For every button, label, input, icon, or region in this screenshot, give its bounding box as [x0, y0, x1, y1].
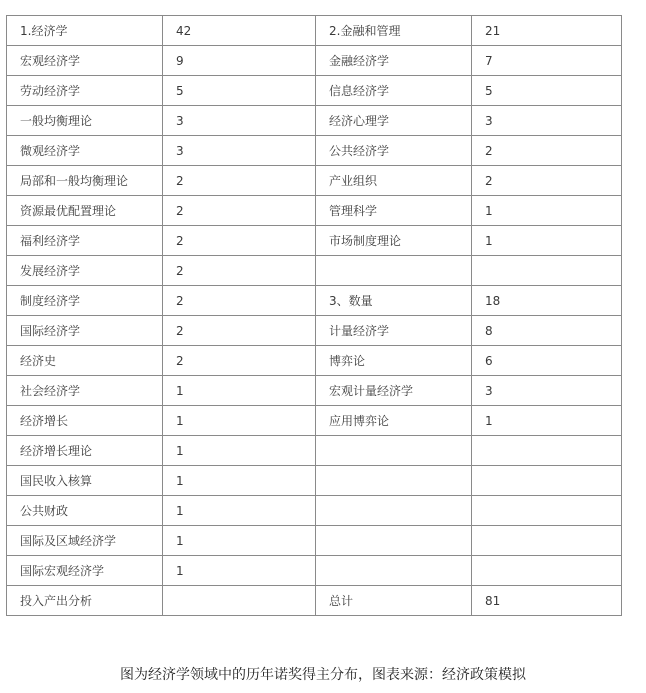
laureate-count-cell: 1 — [163, 526, 316, 556]
laureate-count-cell: 7 — [472, 46, 622, 76]
field-name-cell: 劳动经济学 — [7, 76, 163, 106]
field-name-cell: 市场制度理论 — [316, 226, 472, 256]
laureate-count-cell: 1 — [472, 226, 622, 256]
laureate-count-cell: 21 — [472, 16, 622, 46]
field-name-cell: 制度经济学 — [7, 286, 163, 316]
table-row — [7, 46, 622, 76]
laureate-count-cell: 1 — [163, 376, 316, 406]
field-name-cell: 经济史 — [7, 346, 163, 376]
field-name-cell: 经济增长理论 — [7, 436, 163, 466]
laureate-count-cell — [472, 436, 622, 466]
field-name-cell — [316, 526, 472, 556]
field-name-cell: 资源最优配置理论 — [7, 196, 163, 226]
field-name-cell: 投入产出分析 — [7, 586, 163, 616]
laureate-count-cell — [163, 586, 316, 616]
field-name-cell: 局部和一般均衡理论 — [7, 166, 163, 196]
laureate-count-cell: 5 — [163, 76, 316, 106]
field-name-cell: 金融经济学 — [316, 46, 472, 76]
field-name-cell: 2.金融和管理 — [316, 16, 472, 46]
field-name-cell: 总计 — [316, 586, 472, 616]
laureate-count-cell: 2 — [163, 256, 316, 286]
field-name-cell: 宏观经济学 — [7, 46, 163, 76]
nobel-distribution-table — [6, 15, 622, 616]
table-row — [7, 106, 622, 136]
table-row — [7, 346, 622, 376]
laureate-count-cell: 8 — [472, 316, 622, 346]
field-name-cell: 国际及区域经济学 — [7, 526, 163, 556]
laureate-count-cell: 3 — [472, 376, 622, 406]
table-row — [7, 166, 622, 196]
laureate-count-cell: 1 — [472, 406, 622, 436]
table-row — [7, 526, 622, 556]
table-row — [7, 406, 622, 436]
field-name-cell: 微观经济学 — [7, 136, 163, 166]
laureate-count-cell: 9 — [163, 46, 316, 76]
figure-caption: 图为经济学领域中的历年诺奖得主分布，图表来源：经济政策模拟 — [120, 667, 526, 683]
field-name-cell: 公共财政 — [7, 496, 163, 526]
field-name-cell: 福利经济学 — [7, 226, 163, 256]
laureate-count-cell — [472, 496, 622, 526]
table-row — [7, 586, 622, 616]
nobel-distribution-table-container — [6, 15, 621, 616]
laureate-count-cell: 2 — [163, 166, 316, 196]
field-name-cell: 发展经济学 — [7, 256, 163, 286]
field-name-cell — [316, 436, 472, 466]
laureate-count-cell: 3 — [163, 136, 316, 166]
laureate-count-cell: 1 — [163, 436, 316, 466]
laureate-count-cell: 81 — [472, 586, 622, 616]
table-row — [7, 556, 622, 586]
field-name-cell: 国际经济学 — [7, 316, 163, 346]
field-name-cell: 经济心理学 — [316, 106, 472, 136]
field-name-cell: 一般均衡理论 — [7, 106, 163, 136]
laureate-count-cell: 1 — [163, 496, 316, 526]
laureate-count-cell — [472, 556, 622, 586]
laureate-count-cell: 3 — [472, 106, 622, 136]
table-row — [7, 16, 622, 46]
laureate-count-cell: 3 — [163, 106, 316, 136]
laureate-count-cell: 1 — [163, 406, 316, 436]
field-name-cell: 经济增长 — [7, 406, 163, 436]
field-name-cell: 产业组织 — [316, 166, 472, 196]
table-row — [7, 196, 622, 226]
laureate-count-cell: 1 — [163, 556, 316, 586]
field-name-cell — [316, 556, 472, 586]
laureate-count-cell: 2 — [163, 196, 316, 226]
table-body — [7, 16, 622, 616]
field-name-cell: 博弈论 — [316, 346, 472, 376]
table-row — [7, 226, 622, 256]
table-row — [7, 376, 622, 406]
laureate-count-cell — [472, 256, 622, 286]
field-name-cell: 国民收入核算 — [7, 466, 163, 496]
table-row — [7, 136, 622, 166]
table-row — [7, 496, 622, 526]
laureate-count-cell: 2 — [163, 316, 316, 346]
table-row — [7, 436, 622, 466]
field-name-cell: 宏观计量经济学 — [316, 376, 472, 406]
field-name-cell: 国际宏观经济学 — [7, 556, 163, 586]
table-row — [7, 256, 622, 286]
table-row — [7, 466, 622, 496]
laureate-count-cell: 1 — [163, 466, 316, 496]
laureate-count-cell — [472, 466, 622, 496]
laureate-count-cell: 42 — [163, 16, 316, 46]
laureate-count-cell: 6 — [472, 346, 622, 376]
field-name-cell: 社会经济学 — [7, 376, 163, 406]
laureate-count-cell: 2 — [163, 346, 316, 376]
field-name-cell — [316, 256, 472, 286]
table-row — [7, 286, 622, 316]
field-name-cell: 计量经济学 — [316, 316, 472, 346]
field-name-cell — [316, 496, 472, 526]
field-name-cell: 应用博弈论 — [316, 406, 472, 436]
laureate-count-cell: 2 — [163, 226, 316, 256]
field-name-cell: 1.经济学 — [7, 16, 163, 46]
field-name-cell: 公共经济学 — [316, 136, 472, 166]
field-name-cell — [316, 466, 472, 496]
laureate-count-cell: 2 — [472, 166, 622, 196]
field-name-cell: 信息经济学 — [316, 76, 472, 106]
table-row — [7, 316, 622, 346]
table-row — [7, 76, 622, 106]
field-name-cell: 管理科学 — [316, 196, 472, 226]
laureate-count-cell: 18 — [472, 286, 622, 316]
laureate-count-cell: 1 — [472, 196, 622, 226]
field-name-cell: 3、数量 — [316, 286, 472, 316]
laureate-count-cell: 2 — [163, 286, 316, 316]
laureate-count-cell — [472, 526, 622, 556]
laureate-count-cell: 5 — [472, 76, 622, 106]
laureate-count-cell: 2 — [472, 136, 622, 166]
